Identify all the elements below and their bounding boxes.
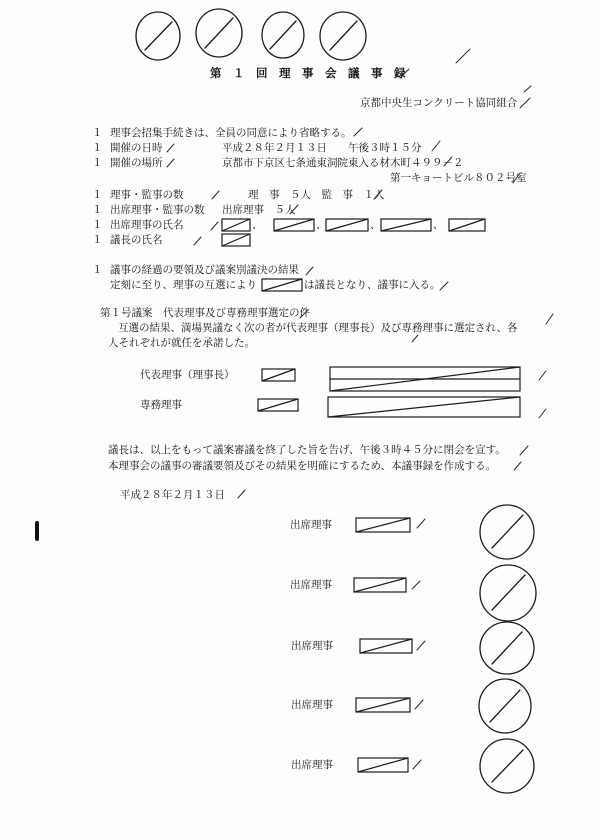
proceedings-text-before: 定刻に至り、理事の互選により xyxy=(110,279,257,291)
place-address: 京都市下京区七条通東洞院東入る材木町４９９－２ xyxy=(222,157,464,169)
place-building: 第一キョートビル８０２号室 xyxy=(390,172,527,184)
item-number: １ xyxy=(92,142,103,154)
name-separator: 、 xyxy=(252,219,263,231)
proceedings-label: 議事の経過の要領及び議案別議決の結果 xyxy=(110,264,299,276)
redacted-name-box xyxy=(274,219,314,231)
datetime-label: 開催の日時 xyxy=(110,142,163,154)
document-date: 平成２８年２月１３日 xyxy=(120,489,225,501)
redacted-name-box xyxy=(354,578,406,592)
redacted-name-box xyxy=(449,219,485,231)
redacted-name-box xyxy=(360,639,412,653)
redacted-address-box xyxy=(330,367,520,391)
redacted-name-box xyxy=(381,219,431,231)
item-number: １ xyxy=(92,219,103,231)
closing-line: 議長は、以上をもって議案審議を終了した旨を告げ、午後３時４５分に閉会を宣す。 xyxy=(108,444,506,456)
seal-circle xyxy=(480,565,536,621)
seal-circle xyxy=(480,622,534,674)
redacted-name-box xyxy=(222,234,250,246)
seal-circle xyxy=(196,9,242,57)
representative-director-label: 代表理事（理事長） xyxy=(140,369,235,381)
item-number: １ xyxy=(92,157,103,169)
redacted-name-box xyxy=(358,758,408,772)
seal-circle xyxy=(262,12,304,58)
redacted-name-box xyxy=(356,698,410,712)
closing-line: 本理事会の議事の審議要領及びその結果を明確にするため、本議事録を作成する。 xyxy=(108,460,497,472)
proceedings-text-after: は議長となり、議事に入る。 xyxy=(304,279,441,291)
seal-circle xyxy=(320,12,366,60)
managing-director-label: 専務理事 xyxy=(140,399,182,411)
agenda-paragraph-line: 互選の結果、満場異議なく次の者が代表理事（理事長）及び専務理事に選定され、各 xyxy=(118,322,518,334)
redacted-name-box xyxy=(262,369,295,381)
redacted-name-box xyxy=(222,219,250,231)
redacted-name-box xyxy=(356,518,410,532)
seal-circle xyxy=(136,12,180,60)
seal-circle xyxy=(480,739,534,793)
attendance-value: 出席理事 ５人 xyxy=(222,204,296,216)
item-number: １ xyxy=(92,264,103,276)
redacted-name-box xyxy=(326,219,368,231)
place-label: 開催の場所 xyxy=(110,157,163,169)
item-number: １ xyxy=(92,127,103,139)
name-separator: 、 xyxy=(316,219,327,231)
seal-circle xyxy=(479,679,531,733)
name-separator: 、 xyxy=(433,219,444,231)
document-title: 第 １ 回 理 事 会 議 事 録 xyxy=(210,66,406,80)
agenda-paragraph-line: 人それぞれが就任を承諾した。 xyxy=(108,337,255,349)
seal-circle xyxy=(480,505,534,559)
datetime-value: 平成２８年２月１３日 午後３時１５分 xyxy=(222,142,422,154)
item-number: １ xyxy=(92,234,103,246)
convocation-text: 理事会招集手続きは、全員の同意により省略する。 xyxy=(110,127,352,139)
signature-label: 出席理事 xyxy=(291,699,333,711)
signature-label: 出席理事 xyxy=(290,579,332,591)
item-number: １ xyxy=(92,204,103,216)
redacted-address-box xyxy=(328,397,520,417)
signature-label: 出席理事 xyxy=(291,640,333,652)
redacted-name-box xyxy=(262,279,302,291)
attendance-label: 出席理事・監事の数 xyxy=(110,204,205,216)
organization-name: 京都中央生コンクリート協同組合 xyxy=(360,97,518,109)
members-label: 理事・監事の数 xyxy=(110,189,184,201)
redacted-name-box xyxy=(258,399,298,411)
members-value: 理 事 ５人 監 事 １人 xyxy=(248,189,385,201)
signature-label: 出席理事 xyxy=(290,519,332,531)
signature-label: 出席理事 xyxy=(291,759,333,771)
name-separator: 、 xyxy=(370,219,381,231)
attendees-label: 出席理事の氏名 xyxy=(110,219,184,231)
agenda-title: 第１号議案 代表理事及び専務理事選定の件 xyxy=(100,307,310,319)
item-number: １ xyxy=(92,189,103,201)
chair-label: 議長の氏名 xyxy=(110,234,163,246)
